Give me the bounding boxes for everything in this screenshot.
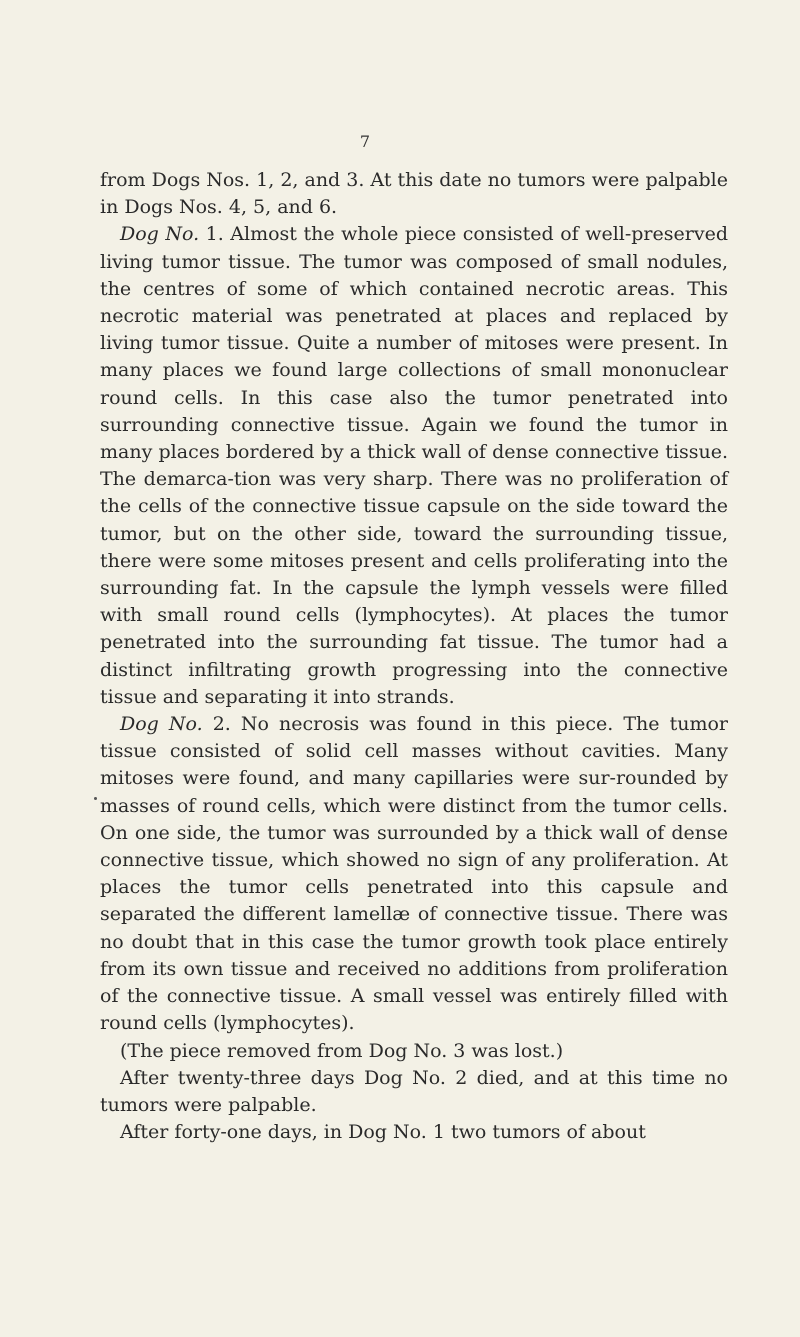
margin-speck xyxy=(94,797,97,800)
paragraph-dog-3-note xyxy=(100,1038,728,1065)
body-text xyxy=(100,167,728,1146)
paragraph-text: 2. No necrosis was found in this piece. The tumor tissue consisted of solid cell masses without cavities. Many mitoses were found, and many capillaries were sur-rounded by masses of round cells, which were distinct from the tumor cells. On one side, the tumor was surrounded by a thick wall of dense connective tissue, which showed no sign of any proliferation. At places the tumor cells penetrated into this capsule and separated the different lamellæ of connective tissue. There was no doubt that in this case the tumor growth took place entirely from its own tissue and received no additions from proliferation of the connective tissue. A small vessel was entirely filled with round cells (lymphocytes). xyxy=(100,713,728,1035)
paragraph-text: 1. Almost the whole piece consisted of well-preserved living tumor tissue. The tumor was composed of small nodules, the centres of some of which contained necrotic areas. This necrotic material was penetrated at places and replaced by living tumor tissue. Quite a number of mitoses were present. In many places we found large collections of small mononuclear round cells. In this case also the tumor penetrated into surrounding connective tissue. Again we found the tumor in many places bordered by a thick wall of dense connective tissue. The demarca-tion was very sharp. There was no proliferation of the cells of the connective tissue capsule on the side toward the tumor, but on the other side, toward the surrounding tissue, there were some mitoses present and cells proliferating into the surrounding fat. In the capsule the lymph vessels were filled with small round cells (lymphocytes). At places the tumor penetrated into the surrounding fat tissue. The tumor had a distinct infiltrating growth progressing into the connective tissue and separating it into strands. xyxy=(100,223,728,708)
paragraph-text: After forty-one days, in Dog No. 1 two tumors of about xyxy=(120,1121,646,1144)
paragraph-text: (The piece removed from Dog No. 3 was lost.) xyxy=(120,1039,564,1062)
paragraph-continuation xyxy=(100,167,728,221)
paragraph-text: from Dogs Nos. 1, 2, and 3. At this date no tumors were palpable in Dogs Nos. 4, 5, and 6. xyxy=(100,169,728,219)
paragraph-dog-2 xyxy=(100,711,728,1037)
paragraph-dog-1 xyxy=(100,221,728,711)
page-number: 7 xyxy=(359,132,371,151)
paragraph-label: Dog No. xyxy=(120,223,200,246)
paragraph-twenty-three-days xyxy=(100,1065,728,1119)
paragraph-forty-one-days xyxy=(100,1119,728,1146)
paragraph-label: Dog No. xyxy=(120,713,203,736)
paragraph-text: After twenty-three days Dog No. 2 died, and at this time no tumors were palpable. xyxy=(100,1066,728,1116)
